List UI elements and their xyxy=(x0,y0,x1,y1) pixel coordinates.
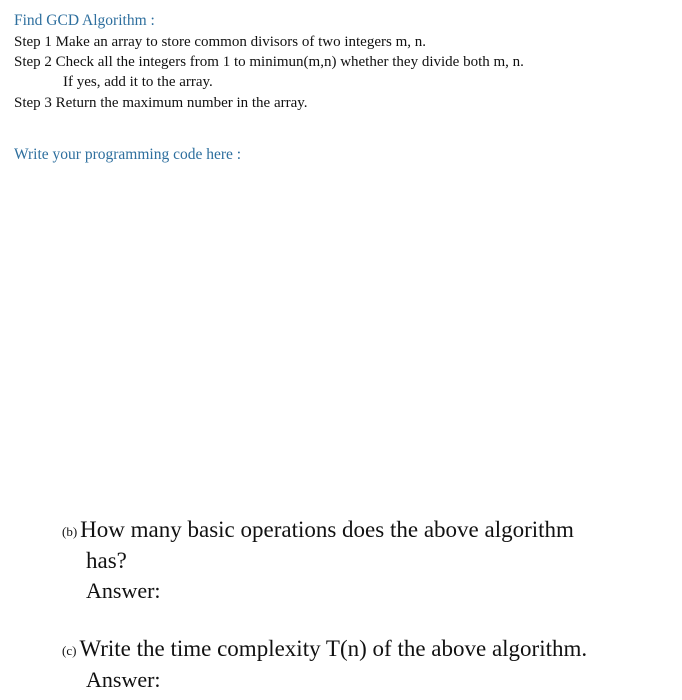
algorithm-step-2: Step 2 Check all the integers from 1 to minimun(m,n) whether they divide both m, n. xyxy=(14,54,524,70)
algorithm-title: Find GCD Algorithm : xyxy=(14,12,155,29)
question-c-line-1: Write the time complexity T(n) of the above algorithm. xyxy=(79,636,588,661)
algorithm-step-3: Step 3 Return the maximum number in the array. xyxy=(14,95,308,111)
question-b-answer-label: Answer: xyxy=(86,578,161,603)
question-b xyxy=(62,517,574,543)
algorithm-step-1: Step 1 Make an array to store common divisors of two integers m, n. xyxy=(14,34,427,50)
question-b-line-1: How many basic operations does the above algorithm xyxy=(80,517,574,542)
algorithm-step-2-continuation: If yes, add it to the array. xyxy=(63,74,213,90)
code-prompt: Write your programming code here : xyxy=(14,146,242,163)
question-b-line-2: has? xyxy=(86,548,127,573)
question-b-marker: (b) xyxy=(62,524,78,539)
question-c xyxy=(62,636,587,662)
question-c-answer-label: Answer: xyxy=(86,667,161,692)
question-c-marker: (c) xyxy=(62,643,77,658)
